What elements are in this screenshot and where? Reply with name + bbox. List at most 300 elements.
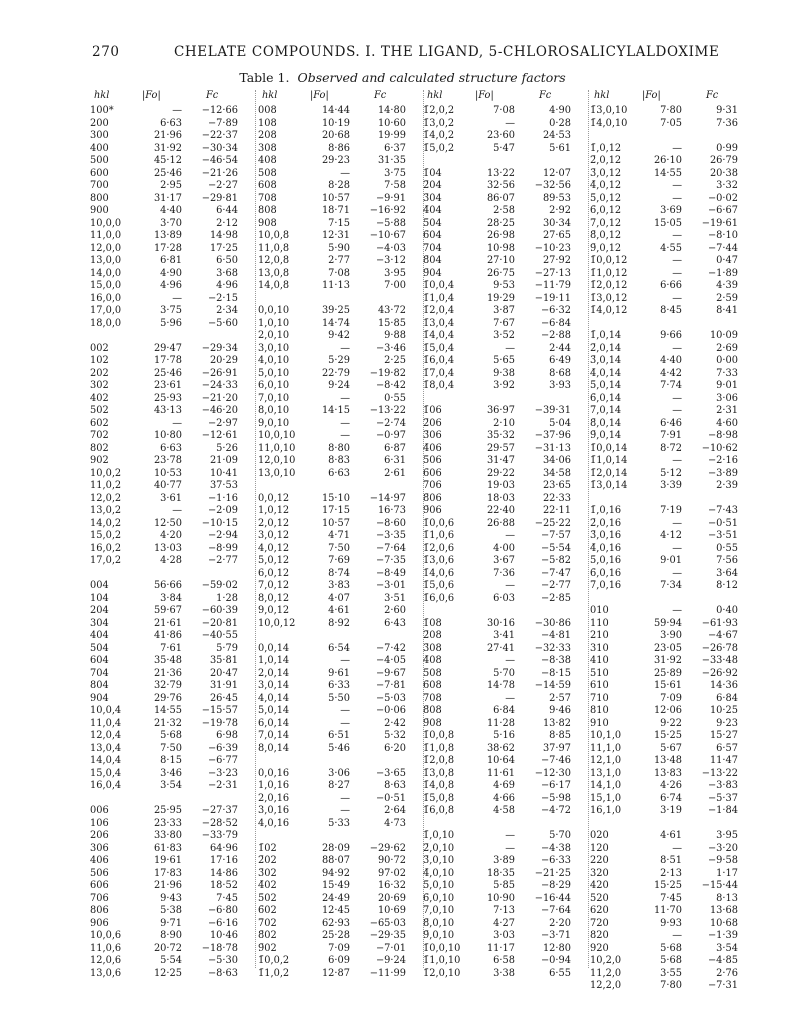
fo-cell: 3·61 [160,492,182,504]
table-row [90,143,250,156]
fo-cell: 56·66 [153,580,182,591]
fo-cell: 61·83 [153,842,182,854]
header-hkl: hkl [94,90,110,101]
table-row [258,580,418,593]
table-row [590,205,750,218]
fc-cell: 37·53 [209,480,238,491]
fc-cell: 2·20 [549,917,571,929]
table-row [423,555,583,568]
hkl-cell: 9,0,12 [258,605,290,616]
fc-cell: −61·93 [701,617,738,629]
fo-cell: 15·61 [653,680,682,691]
table-row [90,430,250,443]
table-row [258,493,418,506]
fo-cell: 14·55 [653,167,682,179]
table-row [590,968,750,981]
fc-cell: −11·79 [534,280,571,291]
table-row [590,193,750,206]
fo-cell: 19·03 [486,480,515,491]
fo-cell: — [340,167,350,179]
fc-cell: 10·46 [209,930,238,941]
hkl-cell: 202 [90,367,109,379]
fo-cell: 9·53 [493,280,515,291]
table-row [423,505,583,518]
header-fc: Fc [706,90,719,101]
table-row [590,118,750,131]
header-fo: |Fo| [142,90,161,101]
fc-cell: 9·88 [384,330,406,341]
hkl-cell: 3̄,0,10 [423,855,455,866]
header-fc: Fc [374,90,387,101]
fo-cell: 3·90 [660,630,682,641]
fc-cell: 97·02 [377,867,406,879]
fo-cell: 32·56 [486,180,515,191]
fo-cell: 4·90 [160,267,182,279]
fo-cell: — [672,930,682,941]
fo-cell: 39·25 [321,305,350,316]
fc-cell: −8·38 [540,655,571,666]
table-row [90,155,250,168]
running-title: CHELATE COMPOUNDS. I. THE LIGAND, 5-CHLOROSALICYLALDOXIME [174,44,720,60]
fo-cell: 5·67 [660,742,682,754]
fc-cell: −39·31 [534,405,571,416]
fo-cell: 40·77 [153,480,182,491]
fo-cell: 4·42 [660,367,682,379]
fo-cell: 62·93 [321,917,350,929]
fo-cell: 14·74 [321,317,350,329]
fc-cell: −2·74 [375,417,406,429]
table-block-3 [423,90,583,980]
fc-cell: −3·65 [375,767,406,779]
fc-cell: 8·85 [549,730,571,741]
hkl-cell: 1̄,0,12 [590,142,622,154]
hkl-cell: 1̄4,0,10 [590,117,628,129]
hkl-cell: 15,1,0 [590,792,622,804]
fc-cell: −4·03 [375,242,406,254]
fc-cell: 3·64 [716,567,738,579]
hkl-cell: 1̄02 [258,842,277,854]
fc-cell: −7·64 [540,905,571,916]
fo-cell: 4·69 [493,780,515,791]
table-row [423,868,583,881]
table-row [590,693,750,706]
hkl-cell: 11,1,0 [590,742,622,754]
fo-cell: 8·51 [660,855,682,866]
fc-cell: −29·34 [201,342,238,354]
fo-cell: 8·90 [160,930,182,941]
fc-cell: −46·54 [201,155,238,166]
hkl-cell: 1̄3,0,14 [590,480,628,491]
fc-cell: 7·33 [716,367,738,379]
fc-cell: 18·52 [209,880,238,891]
fo-cell: 8·86 [328,142,350,154]
fo-cell: 4·58 [493,805,515,816]
fo-cell: 14·78 [486,680,515,691]
table-row [258,230,418,243]
table-row [90,205,250,218]
fc-cell: 1·17 [716,867,738,879]
hkl-cell: 102 [90,355,109,366]
table-row [258,643,418,656]
hkl-cell: 2̄06 [423,417,442,429]
fc-cell: −6·77 [207,755,238,766]
hkl-cell: 806 [90,905,109,916]
table-row [423,705,583,718]
fo-cell: 27·41 [486,642,515,654]
table-block-1 [90,90,250,980]
table-row [423,143,583,156]
fo-cell: 9·43 [160,892,182,904]
hkl-cell: 7,0,14 [258,730,290,741]
hkl-cell: 1̄3,0,6 [423,555,455,566]
table-row [590,380,750,393]
fc-cell: −2·31 [207,780,238,791]
fo-cell: 7·15 [328,217,350,229]
fo-cell: 21·61 [153,617,182,629]
fc-cell: −7·31 [707,980,738,991]
table-row [423,168,583,181]
fo-cell: 21·32 [153,717,182,729]
hkl-cell: 16,0,4 [90,780,122,791]
table-row [90,280,250,293]
spacer-row [423,605,583,618]
table-row [90,905,250,918]
table-row [590,280,750,293]
hkl-cell: 904 [90,692,109,704]
hkl-cell: 3̄,0,16 [590,530,622,541]
fo-cell: 14·15 [321,405,350,416]
table-row [590,580,750,593]
hkl-cell: 008 [258,105,277,116]
fc-cell: 27·65 [542,230,571,241]
hkl-cell: 720 [590,917,609,929]
hkl-cell: 10,0,6 [90,930,122,941]
hkl-cell: 804 [90,680,109,691]
hkl-cell: 1̄04 [423,167,442,179]
header-fc: Fc [539,90,552,101]
fo-cell: 26·10 [653,155,682,166]
table-row [90,518,250,531]
fc-cell: 2·39 [716,480,738,491]
table-row [423,518,583,531]
fo-cell: 28·25 [486,217,515,229]
fo-cell: — [672,142,682,154]
table-row [258,605,418,618]
table-row [258,355,418,368]
hkl-cell: 306 [90,842,109,854]
table-row [423,680,583,693]
hkl-cell: 1̄4,0,6 [423,567,455,579]
fo-cell: — [340,792,350,804]
fc-cell: 37·97 [542,742,571,754]
table-row [90,768,250,781]
table-row [590,643,750,656]
fo-cell: 18·03 [486,492,515,504]
column-headers [590,90,750,105]
hkl-cell: 6̄,0,10 [423,892,455,904]
fc-cell: 7·00 [384,280,406,291]
hkl-cell: 1̄1,0,8 [423,742,455,754]
fo-cell: 23·78 [153,455,182,466]
fc-cell: 10·69 [377,905,406,916]
fc-cell: 15·85 [377,317,406,329]
fo-cell: 35·48 [153,655,182,666]
hkl-cell: 120 [590,842,609,854]
hkl-cell: 2,0,14 [258,667,290,679]
fc-cell: 89·53 [542,192,571,204]
fo-cell: — [672,230,682,241]
fo-cell: 31·47 [486,455,515,466]
table-row [590,868,750,881]
hkl-cell: 6,0,14 [258,717,290,729]
hkl-cell: 12,0,0 [90,242,122,254]
fo-cell: 20·68 [321,130,350,141]
fc-cell: −9·91 [375,192,406,204]
fc-cell: 10·09 [709,330,738,341]
fc-cell: −13·22 [369,405,406,416]
header-hkl: hkl [594,90,610,101]
hkl-cell: 710 [590,692,609,704]
fc-cell: 6·20 [384,742,406,754]
fo-cell: 17·28 [153,242,182,254]
table-row [423,455,583,468]
fo-cell: 17·78 [153,355,182,366]
hkl-cell: 104 [90,592,109,604]
fc-cell: −59·02 [201,580,238,591]
fc-cell: −33·48 [701,655,738,666]
header-fc: Fc [206,90,219,101]
fo-cell: 29·47 [153,342,182,354]
fc-cell: −3·20 [707,842,738,854]
fc-cell: −15·57 [201,705,238,716]
fc-cell: −7·35 [375,555,406,566]
hkl-cell: 1̄5,0,8 [423,792,455,804]
fo-cell: 6·66 [660,280,682,291]
table-row [590,930,750,943]
fc-cell: −8·29 [540,880,571,891]
fo-cell: 7·80 [660,980,682,991]
fo-cell: 7·05 [660,117,682,129]
table-row [90,355,250,368]
fc-cell: 16·73 [377,505,406,516]
fo-cell: 5·50 [328,692,350,704]
table-row [423,905,583,918]
hkl-cell: 8,0,14 [258,742,290,754]
table-row [258,205,418,218]
table-row [423,805,583,818]
fo-cell: 15·10 [321,492,350,504]
table-row [258,218,418,231]
table-row [90,455,250,468]
hkl-cell: 808 [258,205,277,216]
table-row [90,743,250,756]
fc-cell: −31·13 [534,442,571,454]
fc-cell: 3·54 [716,942,738,954]
fc-cell: −4·85 [707,955,738,966]
fo-cell: — [172,417,182,429]
fo-cell: 7·80 [660,105,682,116]
fo-cell: 12·50 [153,517,182,529]
fo-cell: 8·72 [660,442,682,454]
table-row [423,255,583,268]
hkl-cell: 602 [90,417,109,429]
fo-cell: 14·44 [321,105,350,116]
hkl-cell: 1̄8,0,4 [423,380,455,391]
table-row [258,693,418,706]
hkl-cell: 0,0,14 [258,642,290,654]
hkl-cell: 10,0,0 [90,217,122,229]
fc-cell: −27·37 [201,805,238,816]
hkl-cell: 020 [590,830,609,841]
fc-cell: 0·55 [384,392,406,404]
fo-cell: 4·26 [660,780,682,791]
fo-cell: 12·31 [321,230,350,241]
hkl-cell: 7̄,0,14 [590,405,622,416]
table-row [258,743,418,756]
hkl-cell: 3̄,0,14 [590,355,622,366]
fc-cell: −7·81 [375,680,406,691]
table-row [258,618,418,631]
column-headers [258,90,418,105]
fo-cell: — [172,105,182,116]
table-row [590,843,750,856]
fc-cell: −21·20 [201,392,238,404]
table-row [258,280,418,293]
hkl-cell: 2,0,16 [258,792,290,804]
hkl-cell: 308 [258,142,277,154]
fc-cell: −3·01 [375,580,406,591]
table-row [90,180,250,193]
fo-cell: 5·47 [493,142,515,154]
fc-cell: 10·25 [709,705,738,716]
table-row [423,930,583,943]
fo-cell: 2·58 [493,205,515,216]
hkl-cell: 5,0,12 [258,555,290,566]
fc-cell: 16·32 [377,880,406,891]
fc-cell: −0·06 [375,705,406,716]
fo-cell: 22·40 [486,505,515,516]
table-row [423,743,583,756]
fc-cell: −19·61 [701,217,738,229]
hkl-cell: 006 [90,805,109,816]
table-row [423,318,583,331]
table-row [258,905,418,918]
fc-cell: 10·41 [209,467,238,479]
fc-cell: 8·13 [716,892,738,904]
fc-cell: −10·15 [201,517,238,529]
spacer-row [258,480,418,493]
hkl-cell: 16,0,0 [90,292,122,304]
table-row [590,943,750,956]
hkl-cell: 600 [90,167,109,179]
fo-cell: 7·08 [328,267,350,279]
hkl-cell: 1̄5,0,2 [423,142,455,154]
fo-cell: — [672,405,682,416]
fo-cell: 29·22 [486,467,515,479]
table-row [90,868,250,881]
fo-cell: 20·72 [153,942,182,954]
table-row [90,305,250,318]
fc-cell: −4·67 [707,630,738,641]
hkl-cell: 11,0,2 [90,480,122,491]
table-row [590,980,750,993]
fo-cell: 59·67 [153,605,182,616]
fc-cell: −7·44 [707,242,738,254]
table-row [90,380,250,393]
fc-cell: −3·51 [707,530,738,541]
fo-cell: 11·61 [486,767,515,779]
fo-cell: — [672,455,682,466]
hkl-cell: 402 [90,392,109,404]
table-row [590,743,750,756]
fo-cell: 4·96 [160,280,182,291]
fc-cell: 11·47 [709,755,738,766]
hkl-cell: 8̄02 [258,930,277,941]
fo-cell: 15·25 [653,880,682,891]
table-row [90,780,250,793]
hkl-cell: 1̄2,0,4 [423,305,455,316]
fo-cell: 31·92 [653,655,682,666]
fo-cell: — [505,830,515,841]
table-row [423,955,583,968]
fo-cell: 6·58 [493,955,515,966]
fo-cell: — [172,292,182,304]
hkl-cell: 0,0,12 [258,492,290,504]
fo-cell: 3·38 [493,967,515,979]
fo-cell: 5·12 [660,467,682,479]
fc-cell: −32·33 [534,642,571,654]
hkl-cell: 8̄04 [423,255,442,266]
table-row [423,693,583,706]
hkl-cell: 1̄6,0,8 [423,805,455,816]
fc-cell: 2·12 [216,217,238,229]
hkl-cell: 13,0,6 [90,967,122,979]
fo-cell: 6·46 [660,417,682,429]
fo-cell: 25·95 [153,805,182,816]
fc-cell: 2·59 [716,292,738,304]
fc-cell: 5·26 [216,442,238,454]
fo-cell: 7·08 [493,105,515,116]
table-row [423,480,583,493]
table-row [590,518,750,531]
fo-cell: 7·34 [660,580,682,591]
table-row [423,205,583,218]
fo-cell: 9·61 [328,667,350,679]
hkl-cell: 4,0,16 [258,817,290,829]
fo-cell: — [672,605,682,616]
hkl-cell: 1̄5,0,4 [423,342,455,354]
table-row [590,168,750,181]
table-row [258,443,418,456]
table-row [90,243,250,256]
fo-cell: 32·79 [153,680,182,691]
fo-cell: 38·62 [486,742,515,754]
table-row [590,330,750,343]
hkl-cell: 702 [90,430,109,441]
fc-cell: −9·58 [707,855,738,866]
table-row [423,430,583,443]
hkl-cell: 3̄08 [423,642,442,654]
table-row [590,393,750,406]
hkl-cell: 12,0,2 [90,492,122,504]
fc-cell: −8·98 [707,430,738,441]
fo-cell: — [672,517,682,529]
hkl-cell: 1̄,0,10 [423,830,455,841]
spacer-row [258,755,418,768]
fo-cell: 25·89 [653,667,682,679]
fc-cell: −26·91 [201,367,238,379]
table-block-2 [258,90,418,980]
